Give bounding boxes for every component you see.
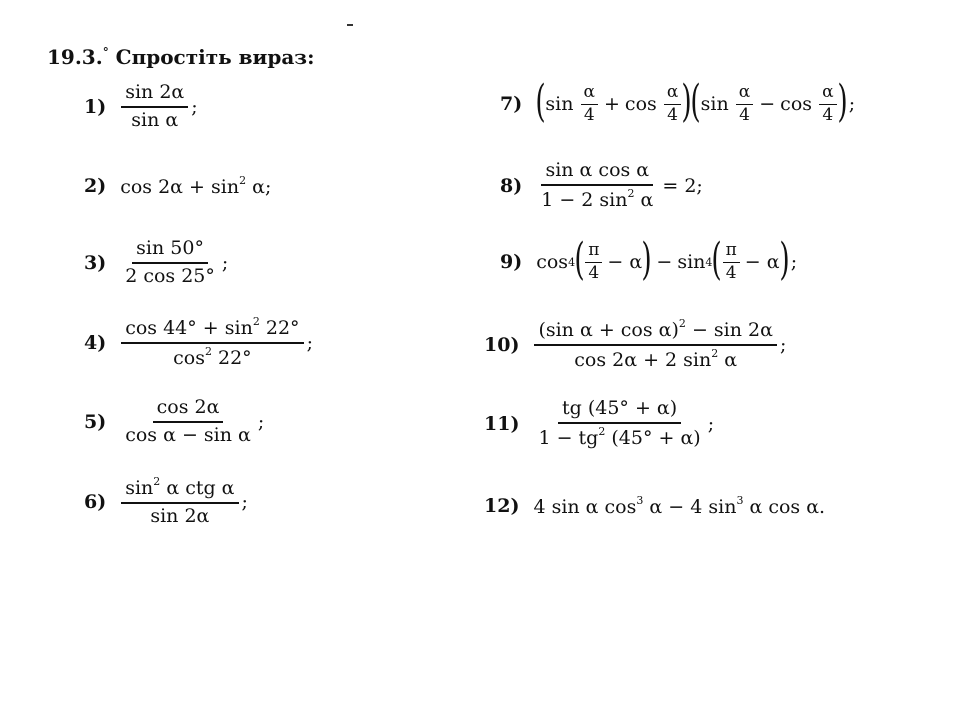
fraction [664, 83, 681, 125]
operator: − [759, 93, 776, 115]
numerator: sin 50° [132, 238, 208, 264]
fraction [121, 476, 238, 528]
expr-part: − α [607, 251, 643, 273]
problem-5 [84, 397, 264, 447]
punctuation: ; [707, 412, 715, 435]
problem-number: 9) [500, 251, 523, 273]
exponent: 2 [627, 186, 635, 200]
problem-number: 3) [84, 251, 107, 274]
function-name: sin [545, 93, 574, 115]
expr-part: cos 2α + 2 sin [574, 348, 712, 371]
exponent: 4 [705, 255, 713, 269]
numerator: sin 2α [121, 82, 188, 108]
denominator: 4 [667, 104, 678, 125]
left-paren: ( [690, 76, 702, 127]
expr-part: 4 sin α cos [533, 496, 637, 518]
function-name: cos [780, 93, 813, 115]
punctuation: ; [221, 251, 229, 274]
problem-10 [484, 318, 786, 372]
problem-1 [84, 82, 198, 132]
expr-part: 22° [211, 346, 252, 369]
equation-tail: = 2; [662, 174, 703, 197]
left-paren: ( [574, 234, 585, 285]
numerator: π [723, 241, 740, 263]
right-paren: ) [681, 76, 693, 127]
expr-part: α ctg α [160, 477, 235, 499]
function-name: cos [624, 93, 657, 115]
exponent: 2 [239, 174, 247, 187]
problem-number: 1) [84, 95, 107, 118]
problem-3 [84, 238, 228, 288]
exponent: 2 [598, 424, 606, 438]
denominator: 4 [583, 104, 595, 125]
punctuation: ; [257, 410, 265, 433]
fraction [121, 397, 255, 447]
denominator [534, 424, 704, 450]
problem-number: 12) [484, 495, 520, 517]
function-name: cos [536, 251, 569, 273]
denominator: 4 [822, 104, 834, 125]
problem-2 [84, 174, 271, 198]
expr-part: cos 44° + sin [125, 317, 253, 339]
expression [533, 494, 825, 518]
fraction [736, 83, 753, 125]
expr-part: 1 − tg [538, 426, 599, 449]
exponent: 3 [636, 494, 644, 507]
punctuation: ; [790, 251, 798, 273]
right-paren: ) [836, 76, 848, 127]
punctuation: ; [848, 93, 856, 115]
numerator [121, 476, 238, 504]
exponent: 2 [711, 346, 719, 360]
expr-part: α [634, 188, 654, 211]
exponent: 2 [678, 317, 686, 330]
function-name: sin [677, 251, 706, 273]
exercise-degree-mark: ° [102, 45, 109, 59]
expr-part: − sin 2α [685, 319, 773, 341]
expression [120, 174, 271, 198]
problem-number: 6) [84, 490, 107, 513]
problem-9 [500, 234, 798, 285]
problem-number: 7) [500, 93, 523, 115]
fraction [537, 160, 657, 212]
problem-number: 8) [500, 174, 523, 197]
denominator: 2 cos 25° [125, 264, 215, 287]
denominator [169, 344, 256, 370]
denominator: 4 [725, 262, 737, 283]
denominator: sin α [131, 108, 179, 131]
expr-part: α; [246, 176, 272, 198]
numerator: α [664, 83, 681, 105]
exponent: 4 [568, 255, 576, 269]
right-paren: ) [641, 234, 652, 285]
expr-part: α − 4 sin [643, 496, 737, 518]
problem-7 [500, 76, 856, 127]
punctuation: ; [191, 95, 198, 118]
numerator: cos 2α [153, 397, 224, 423]
operator: − [656, 251, 673, 273]
fraction [581, 83, 598, 125]
problem-11 [484, 398, 714, 450]
numerator: sin α cos α [541, 160, 653, 186]
problem-number: 10) [484, 333, 520, 356]
fraction [723, 241, 740, 283]
problem-number: 11) [484, 412, 520, 435]
denominator [537, 186, 657, 212]
right-paren: ) [778, 234, 790, 285]
fraction [121, 82, 188, 132]
numerator: tg (45° + α) [558, 398, 681, 424]
numerator: α [819, 83, 836, 105]
expr-part: cos [173, 346, 205, 369]
expr-part: 22° [259, 317, 300, 339]
left-paren: ( [711, 234, 723, 285]
exponent: 2 [153, 475, 161, 488]
expr-part: α [718, 348, 738, 371]
problem-number: 5) [84, 410, 107, 433]
punctuation: ; [306, 331, 313, 354]
exponent: 3 [736, 494, 744, 507]
punctuation: ; [779, 333, 787, 356]
problem-4 [84, 316, 313, 370]
scan-mark [347, 24, 353, 26]
expr-part: sin [125, 477, 154, 499]
exercise-header [47, 45, 314, 69]
denominator: 4 [588, 262, 600, 283]
exponent: 2 [204, 344, 212, 358]
expr-part: cos 2α + sin [120, 176, 240, 198]
denominator: 4 [739, 104, 750, 125]
problem-12 [484, 494, 825, 518]
numerator [534, 318, 777, 346]
exercise-title: Спростіть вираз: [115, 45, 315, 69]
left-paren: ( [535, 76, 546, 127]
expr-part: 1 − 2 sin [541, 188, 628, 211]
fraction [585, 241, 602, 283]
numerator: π [585, 241, 602, 263]
numerator: α [581, 83, 598, 105]
exercise-number: 19.3. [47, 45, 103, 69]
fraction [534, 318, 777, 372]
denominator [570, 346, 741, 372]
punctuation: ; [241, 490, 248, 513]
operator: + [604, 93, 620, 115]
problem-6 [84, 476, 248, 528]
expr-part: (45° + α) [605, 426, 701, 449]
fraction [534, 398, 704, 450]
numerator [121, 316, 303, 344]
fraction [819, 83, 836, 125]
denominator: cos α − sin α [125, 423, 251, 446]
numerator: α [736, 83, 753, 105]
fraction [121, 316, 303, 370]
fraction [121, 238, 219, 288]
function-name: sin [700, 93, 729, 115]
problem-number: 2) [84, 175, 107, 197]
expr-part: α cos α. [743, 496, 826, 518]
expr-part: − α [744, 251, 780, 273]
exponent: 2 [252, 315, 260, 328]
denominator: sin 2α [150, 504, 210, 527]
problem-number: 4) [84, 331, 107, 354]
problem-8 [500, 160, 703, 212]
expr-part: (sin α + cos α) [538, 319, 679, 341]
